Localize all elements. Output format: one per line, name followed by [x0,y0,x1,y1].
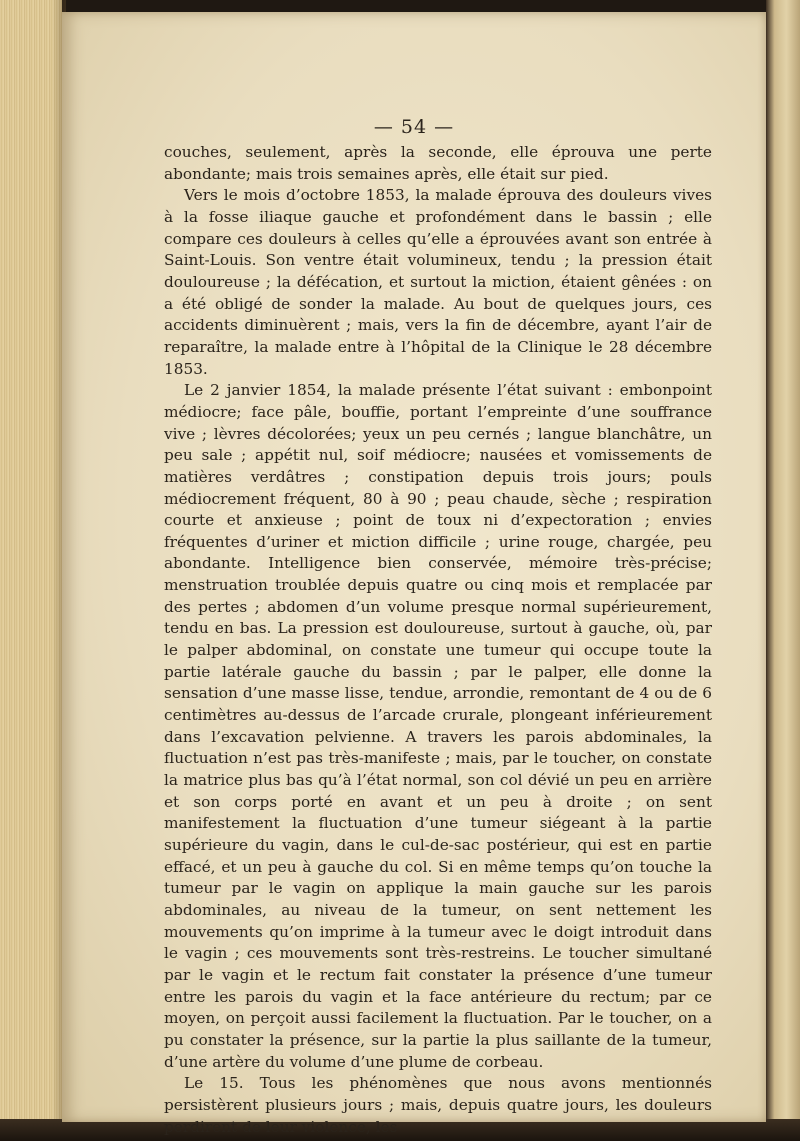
paragraph-october: Vers le mois d’octobre 1853, la malade éprouva des douleurs vives à la fosse iliaque gauche et profondément dans le bassin ; elle compare ces douleurs à celles qu’elle a éprouvées avant son entrée à Saint-Louis. Son ventre était volumineux, tendu ; la pression était douloureuse ; la défécation, et surtout la miction, étaient gênées : on a été obligé de sonder la malade. Au bout de quelques jours, ces accidents diminuèrent ; mais, vers la fin de décembre, ayant l’air de reparaître, la malade entre à l’hôpital de la Clinique le 28 décembre 1853. [164,186,712,378]
adjacent-page-edge [766,0,800,1141]
page-body-text [164,142,712,1138]
page-number: — 54 — [373,116,455,138]
paragraph-continuation: couches, seulement, après la seconde, elle éprouva une perte abondante; mais trois semaines après, elle était sur pied. [164,143,712,183]
paragraph-january: Le 2 janvier 1854, la malade présente l’état suivant : embonpoint médiocre; face pâle, bouffie, portant l’empreinte d’une souffrance vive ; lèvres décolorées; yeux un peu cernés ; langue blanchâtre, un peu sale ; appétit nul, soif médiocre; nausées et vomissements de matières verdâtres ; constipation depuis trois jours; pouls médiocrement fréquent, 80 à 90 ; peau chaude, sèche ; respiration courte et anxieuse ; point de toux ni d’expectoration ; envies fréquentes d’uriner et miction difficile ; urine rouge, chargée, peu abondante. Intelligence bien conservée, mémoire très-précise; menstruation troublée depuis quatre ou cinq mois et remplacée par des pertes ; abdomen d’un volume presque normal supérieurement, tendu en bas. La pression est douloureuse, surtout à gauche, où, par le palper abdominal, on constate une tumeur qui occupe toute la partie latérale gauche du bassin ; par le palper, elle donne la sensation d’une masse lisse, tendue, arrondie, remontant de 4 ou de 6 centimètres au-dessus de l’arcade crurale, plongeant inférieurement dans l’excavation pelvienne. A travers les parois abdominales, la fluctuation n’est pas très-manifeste ; mais, par le toucher, on constate la matrice plus bas qu’à l’état normal, son col dévié un peu en arrière et son corps porté en avant et un peu à droite ; on sent manifestement la fluctuation d’une tumeur siégeant à la partie supérieure du vagin, dans le cul-de-sac postérieur, qui est en partie effacé, et un peu à gauche du col. Si en même temps qu’on touche la tumeur par le vagin on applique la main gauche sur les parois abdominales, au niveau de la tumeur, on sent nettement les mouvements qu’on imprime à la tumeur avec le doigt introduit dans le vagin ; ces mouvements sont très-restreins. Le toucher simultané par le vagin et le rectum fait constater la présence d’une tumeur entre les parois du vagin et la face antérieure du rectum; par ce moyen, on perçoit aussi facilement la fluctuation. Par le toucher, on a pu constater la présence, sur la partie la plus saillante de la tumeur, d’une artère du volume d’une plume de corbeau. [164,381,712,1071]
book-page [62,12,766,1136]
paragraph-fifteenth: Le 15. Tous les phénomènes que nous avons mentionnés persistèrent plusieurs jours ; mais, depuis quatre jours, les douleurs perdirent de leur violence, les [164,1074,712,1136]
